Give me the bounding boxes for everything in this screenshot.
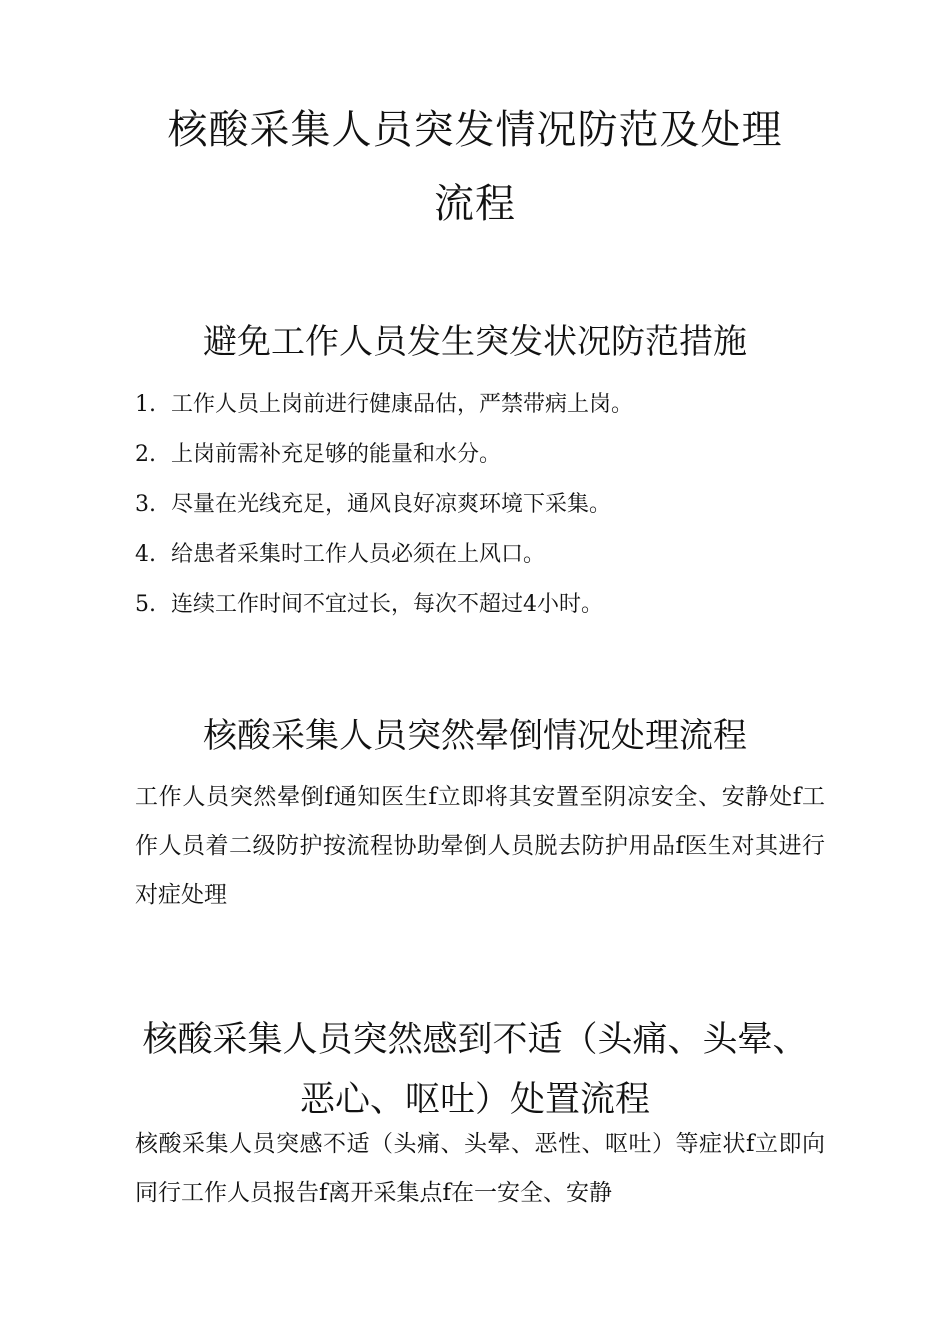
list-item-text: 上岗前需补充足够的能量和水分。 bbox=[171, 442, 502, 467]
list-item-number: 1. bbox=[135, 392, 156, 417]
list-item bbox=[135, 530, 835, 580]
section-discomfort-title bbox=[0, 1010, 950, 1130]
section-discomfort-title-line2: 恶心、呕吐）处置流程 bbox=[299, 1080, 650, 1120]
document-title bbox=[0, 93, 950, 241]
list-item bbox=[135, 580, 835, 630]
document-title-line2: 流程 bbox=[434, 181, 516, 227]
prevention-measures-list bbox=[135, 380, 835, 630]
list-item-number: 4. bbox=[135, 542, 156, 567]
section-discomfort-title-line1: 核酸采集人员突然感到不适（头痛、头晕、 bbox=[142, 1020, 808, 1060]
list-item-number: 3. bbox=[135, 492, 156, 517]
list-item-text: 尽量在光线充足，通风良好凉爽环境下采集。 bbox=[171, 492, 612, 517]
list-item-text: 给患者采集时工作人员必须在上风口。 bbox=[171, 542, 546, 567]
fainting-procedure-paragraph: 工作人员突然晕倒f通知医生f立即将其安置至阴凉安全、安静处f工作人员着二级防护按流程协助晕倒人员脱去防护用品f医生对其进行对症处理 bbox=[135, 784, 825, 908]
list-item bbox=[135, 480, 835, 530]
discomfort-procedure-paragraph: 核酸采集人员突感不适（头痛、头晕、恶性、呕吐）等症状f立即向同行工作人员报告f离开采集点f在一安全、安静 bbox=[135, 1131, 825, 1206]
list-item-text: 工作人员上岗前进行健康品估，严禁带病上岗。 bbox=[171, 392, 634, 417]
list-item-number: 5. bbox=[135, 592, 156, 617]
list-item-text: 连续工作时间不宜过长，每次不超过4小时。 bbox=[171, 592, 603, 617]
list-item bbox=[135, 430, 835, 480]
list-item-number: 2. bbox=[135, 442, 156, 467]
section-fainting-title: 核酸采集人员突然晕倒情况处理流程 bbox=[203, 716, 747, 756]
list-item bbox=[135, 380, 835, 430]
document-title-line1: 核酸采集人员突发情况防范及处理 bbox=[167, 107, 783, 153]
section-prevention-title: 避免工作人员发生突发状况防范措施 bbox=[203, 322, 747, 362]
